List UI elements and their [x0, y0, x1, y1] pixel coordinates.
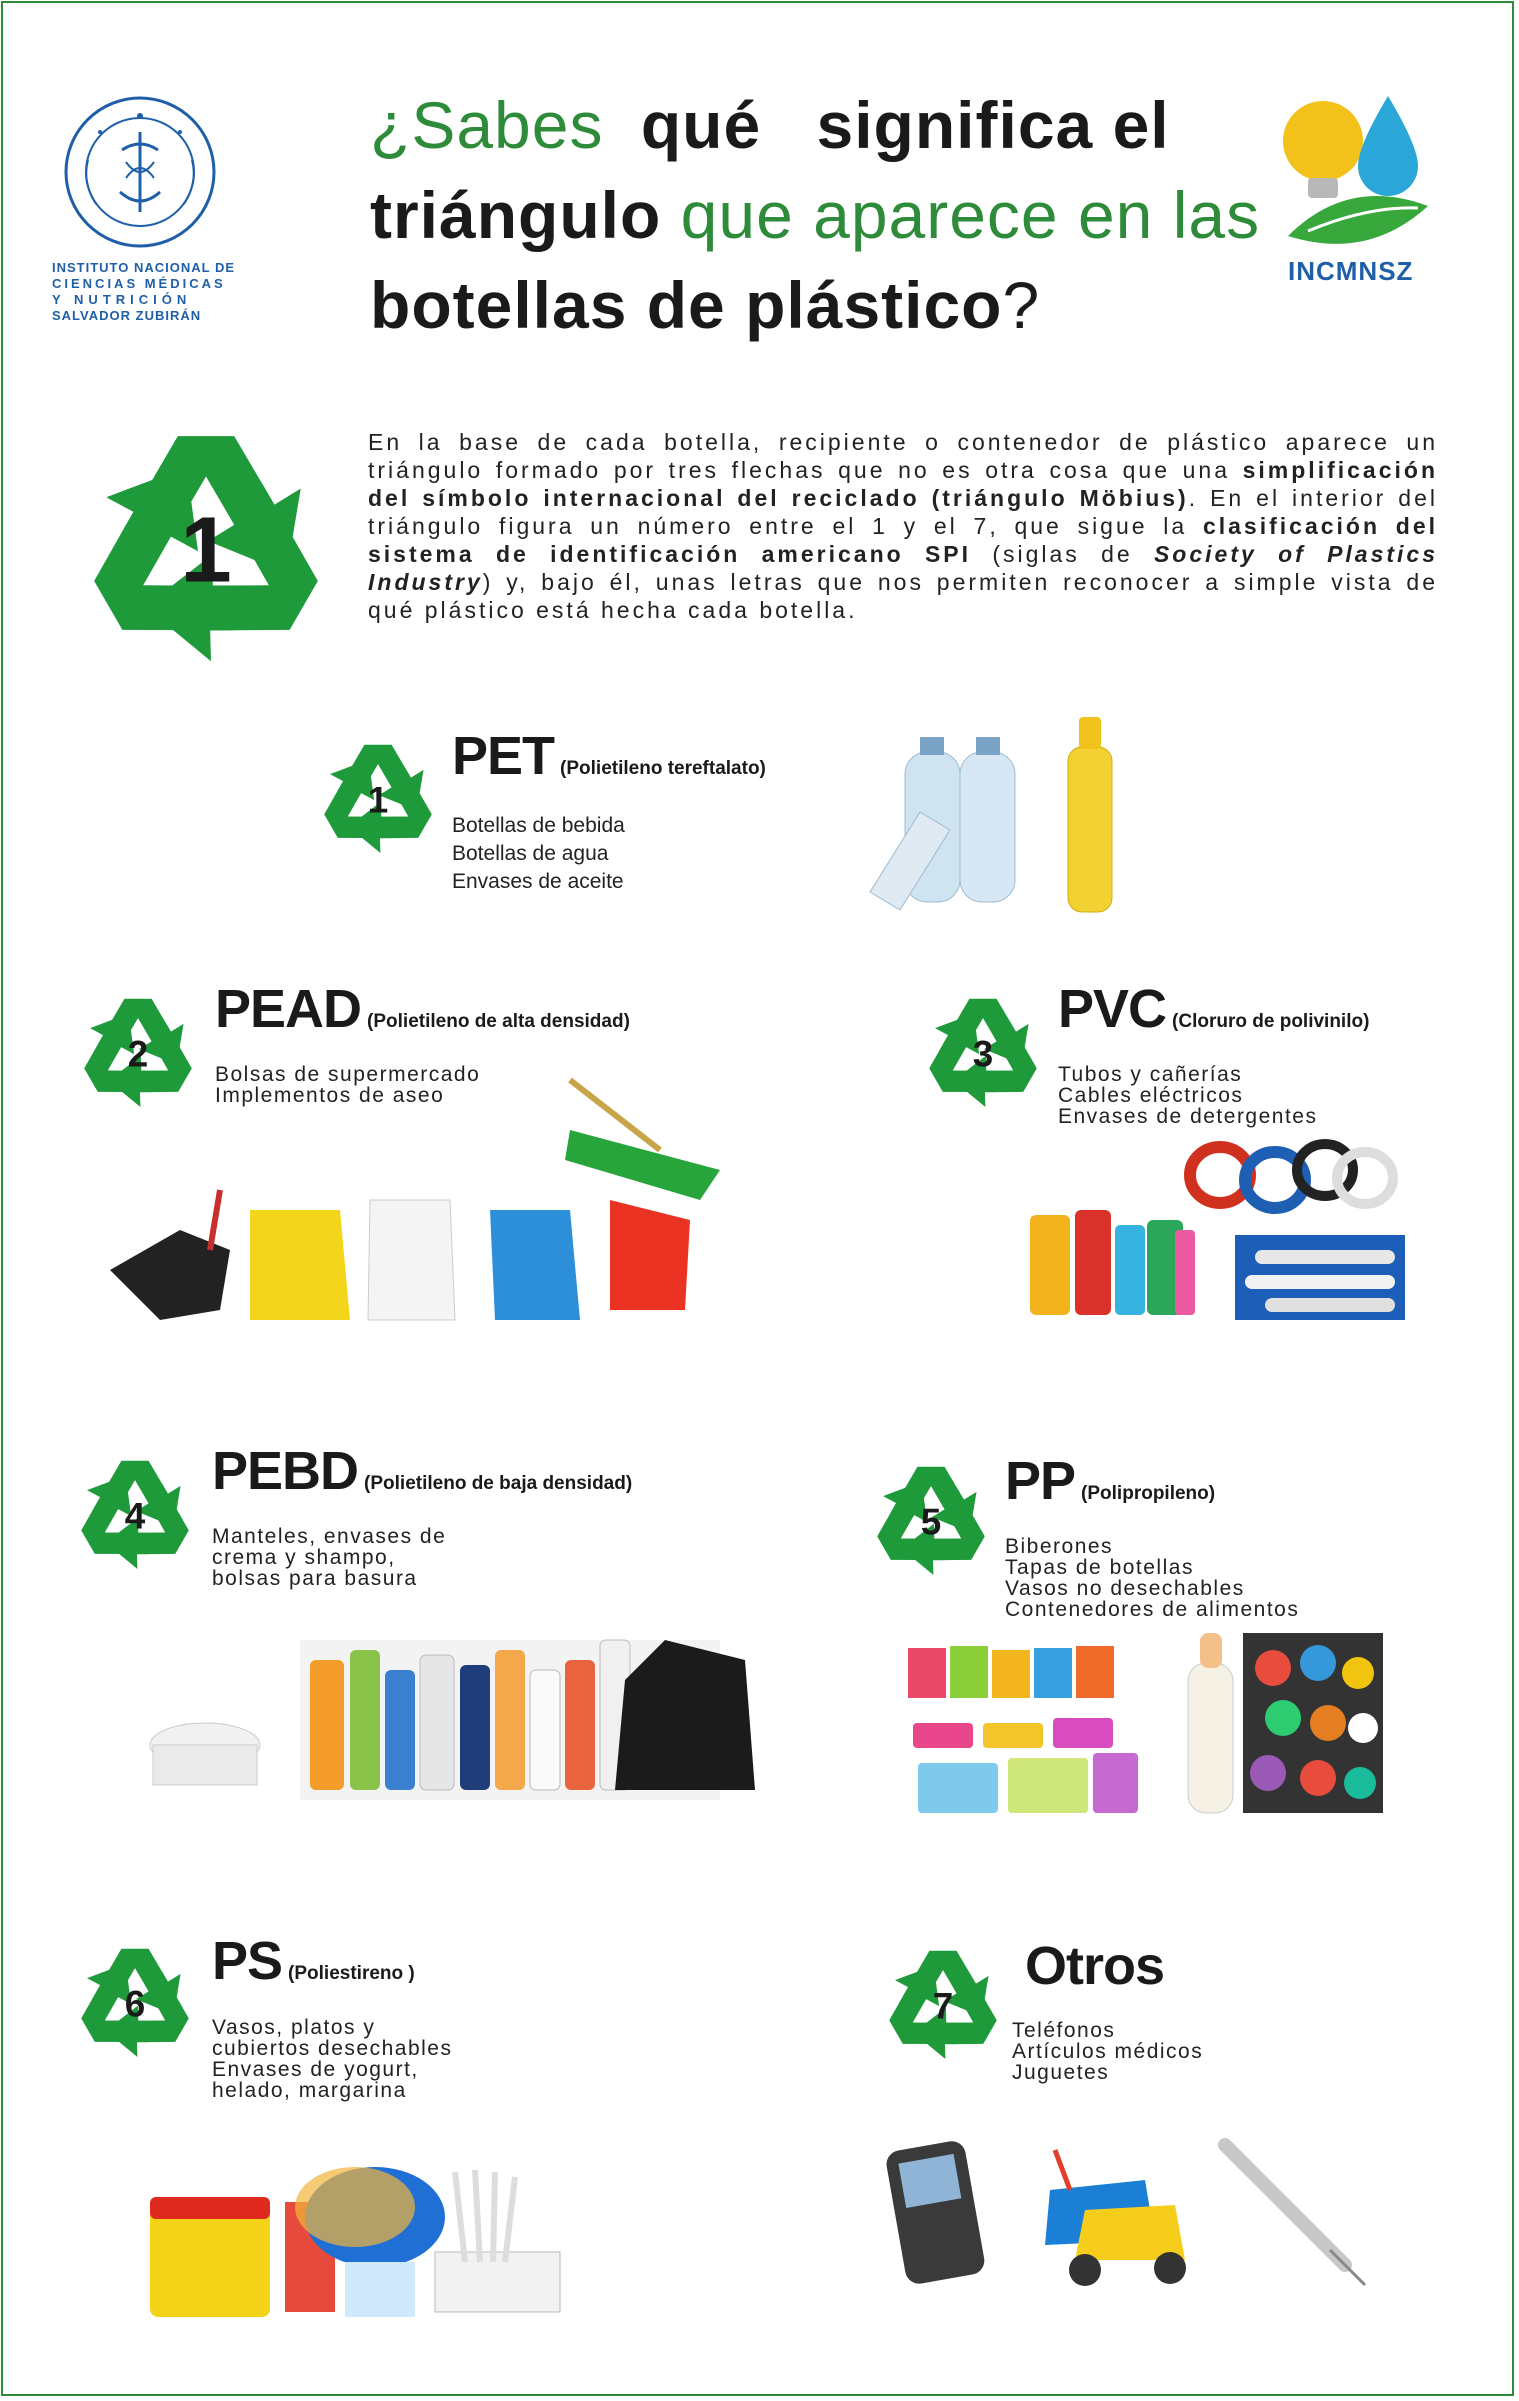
category-title-pet: [452, 725, 766, 787]
list-item: Envases de yogurt,: [212, 2058, 419, 2081]
institute-seal-icon: [60, 92, 220, 252]
institute-line-1: INSTITUTO NACIONAL DE: [52, 260, 236, 275]
intro-text-2: . En el interior del triángulo figura un número entre el 1 y el 7, que sigue la: [368, 485, 1438, 539]
pebd-products-illustration: [145, 1620, 765, 1805]
intro-text-3: (siglas de: [971, 541, 1154, 567]
list-item: Envases de detergentes: [1058, 1105, 1318, 1128]
category-title-pebd: [212, 1440, 632, 1502]
category-title-pp: [1005, 1450, 1215, 1512]
recycle-icon-5: [868, 1458, 994, 1584]
title-part-1: ¿Sabes: [370, 88, 604, 162]
pead-products-illustration: [100, 1070, 730, 1335]
list-item: Teléfonos: [1012, 2019, 1116, 2042]
intro-bold-2: clasificación del sistema de identificación americano SPI: [368, 513, 1438, 567]
ps-products-illustration: [145, 2162, 565, 2320]
list-item: Artículos médicos: [1012, 2040, 1204, 2063]
intro-bold-1: simplificación del símbolo internacional del reciclado (triángulo Möbius): [368, 457, 1438, 511]
list-item: Envases de aceite: [452, 870, 624, 893]
big-recycle-number: 1: [180, 497, 232, 602]
list-item: helado, margarina: [212, 2079, 407, 2102]
intro-text-4: ) y, bajo él, unas letras que nos permiten reconocer a simple vista de qué plástico está hecha cada botella.: [368, 569, 1438, 623]
category-full-name: (Cloruro de polivinilo): [1172, 1011, 1370, 1032]
list-item: Vasos, platos y: [212, 2016, 376, 2039]
intro-paragraph: [368, 428, 1438, 624]
pet-bottles-illustration: [860, 712, 1120, 918]
category-abbr: PET: [452, 726, 555, 786]
pvc-products-illustration: [1025, 1130, 1405, 1330]
svg-text:3: 3: [972, 1033, 994, 1075]
category-abbr: PP: [1005, 1451, 1076, 1511]
category-full-name: (Poliestireno ): [288, 1963, 415, 1984]
list-item: Botellas de bebida: [452, 814, 625, 837]
list-item: Vasos no desechables: [1005, 1577, 1245, 1600]
category-items-ps: [212, 2017, 452, 2101]
incmnsz-logo: [1268, 86, 1448, 296]
title-part-4: triángulo: [370, 178, 662, 252]
category-abbr: PEAD: [215, 979, 362, 1039]
category-items-pvc: [1058, 1064, 1318, 1127]
svg-text:4: 4: [124, 1495, 146, 1537]
title-part-3: significa el: [816, 88, 1170, 162]
institute-line-3: Y NUTRICIÓN: [52, 292, 192, 307]
category-full-name: (Polietileno de baja densidad): [364, 1473, 633, 1494]
category-title-ps: [212, 1930, 415, 1992]
page-title: [370, 80, 1261, 350]
recycle-icon-4: [72, 1452, 198, 1578]
list-item: Juguetes: [1012, 2061, 1110, 2084]
svg-text:1: 1: [367, 779, 389, 821]
list-item: bolsas para basura: [212, 1567, 418, 1590]
list-item: Botellas de agua: [452, 842, 609, 865]
title-part-5: que aparece en las: [680, 178, 1261, 252]
category-title-pvc: [1058, 978, 1369, 1040]
institute-line-4: SALVADOR ZUBIRÁN: [52, 308, 202, 323]
category-full-name: (Polietileno tereftalato): [560, 758, 766, 779]
category-full-name: (Polipropileno): [1081, 1483, 1216, 1504]
category-items-pp: [1005, 1536, 1299, 1620]
institute-logo: [52, 92, 236, 342]
recycle-icon-1: [315, 736, 441, 862]
category-abbr: PEBD: [212, 1441, 359, 1501]
category-items-otros: [1012, 2020, 1203, 2083]
list-item: Biberones: [1005, 1535, 1114, 1558]
bulb-drop-leaf-icon: [1268, 86, 1448, 256]
list-item: Tapas de botellas: [1005, 1556, 1194, 1579]
svg-text:2: 2: [127, 1033, 149, 1075]
big-recycle-icon: [75, 418, 337, 680]
list-item: crema y shampo,: [212, 1546, 396, 1569]
category-abbr: PS: [212, 1931, 283, 1991]
svg-text:5: 5: [920, 1501, 942, 1543]
intro-bold-3: Society of Plastics Industry: [368, 541, 1439, 595]
svg-text:7: 7: [932, 1985, 954, 2027]
recycle-icon-3: [920, 990, 1046, 1116]
intro-text-1: En la base de cada botella, recipiente o contenedor de plástico aparece un triángulo formado por tres flechas que no es otra cosa que una: [368, 429, 1438, 483]
list-item: Bolsas de supermercado: [215, 1063, 481, 1086]
pp-products-illustration: [898, 1628, 1383, 1823]
category-full-name: (Polietileno de alta densidad): [367, 1011, 630, 1032]
category-title-pead: [215, 978, 630, 1040]
list-item: Contenedores de alimentos: [1005, 1598, 1300, 1621]
list-item: Cables eléctricos: [1058, 1084, 1244, 1107]
institute-name: [52, 260, 236, 324]
title-part-6: botellas de plástico: [370, 268, 1003, 342]
institute-line-2: CIENCIAS MÉDICAS: [52, 276, 226, 291]
title-part-7: ?: [1002, 268, 1041, 342]
category-items-pebd: [212, 1526, 446, 1589]
category-abbr: Otros: [1025, 1936, 1165, 1996]
category-items-pet: [452, 812, 625, 896]
category-abbr: PVC: [1058, 979, 1167, 1039]
otros-products-illustration: [885, 2130, 1375, 2290]
recycle-icon-7: [880, 1942, 1006, 2068]
category-title-otros: [1025, 1935, 1164, 1997]
list-item: Tubos y cañerías: [1058, 1063, 1243, 1086]
list-item: cubiertos desechables: [212, 2037, 453, 2060]
title-part-2: qué: [640, 88, 762, 162]
list-item: Manteles, envases de: [212, 1525, 447, 1548]
list-item: Implementos de aseo: [215, 1084, 445, 1107]
svg-text:6: 6: [124, 1983, 146, 2025]
incmnsz-text: INCMNSZ: [1288, 256, 1414, 286]
recycle-icon-6: [72, 1940, 198, 2066]
